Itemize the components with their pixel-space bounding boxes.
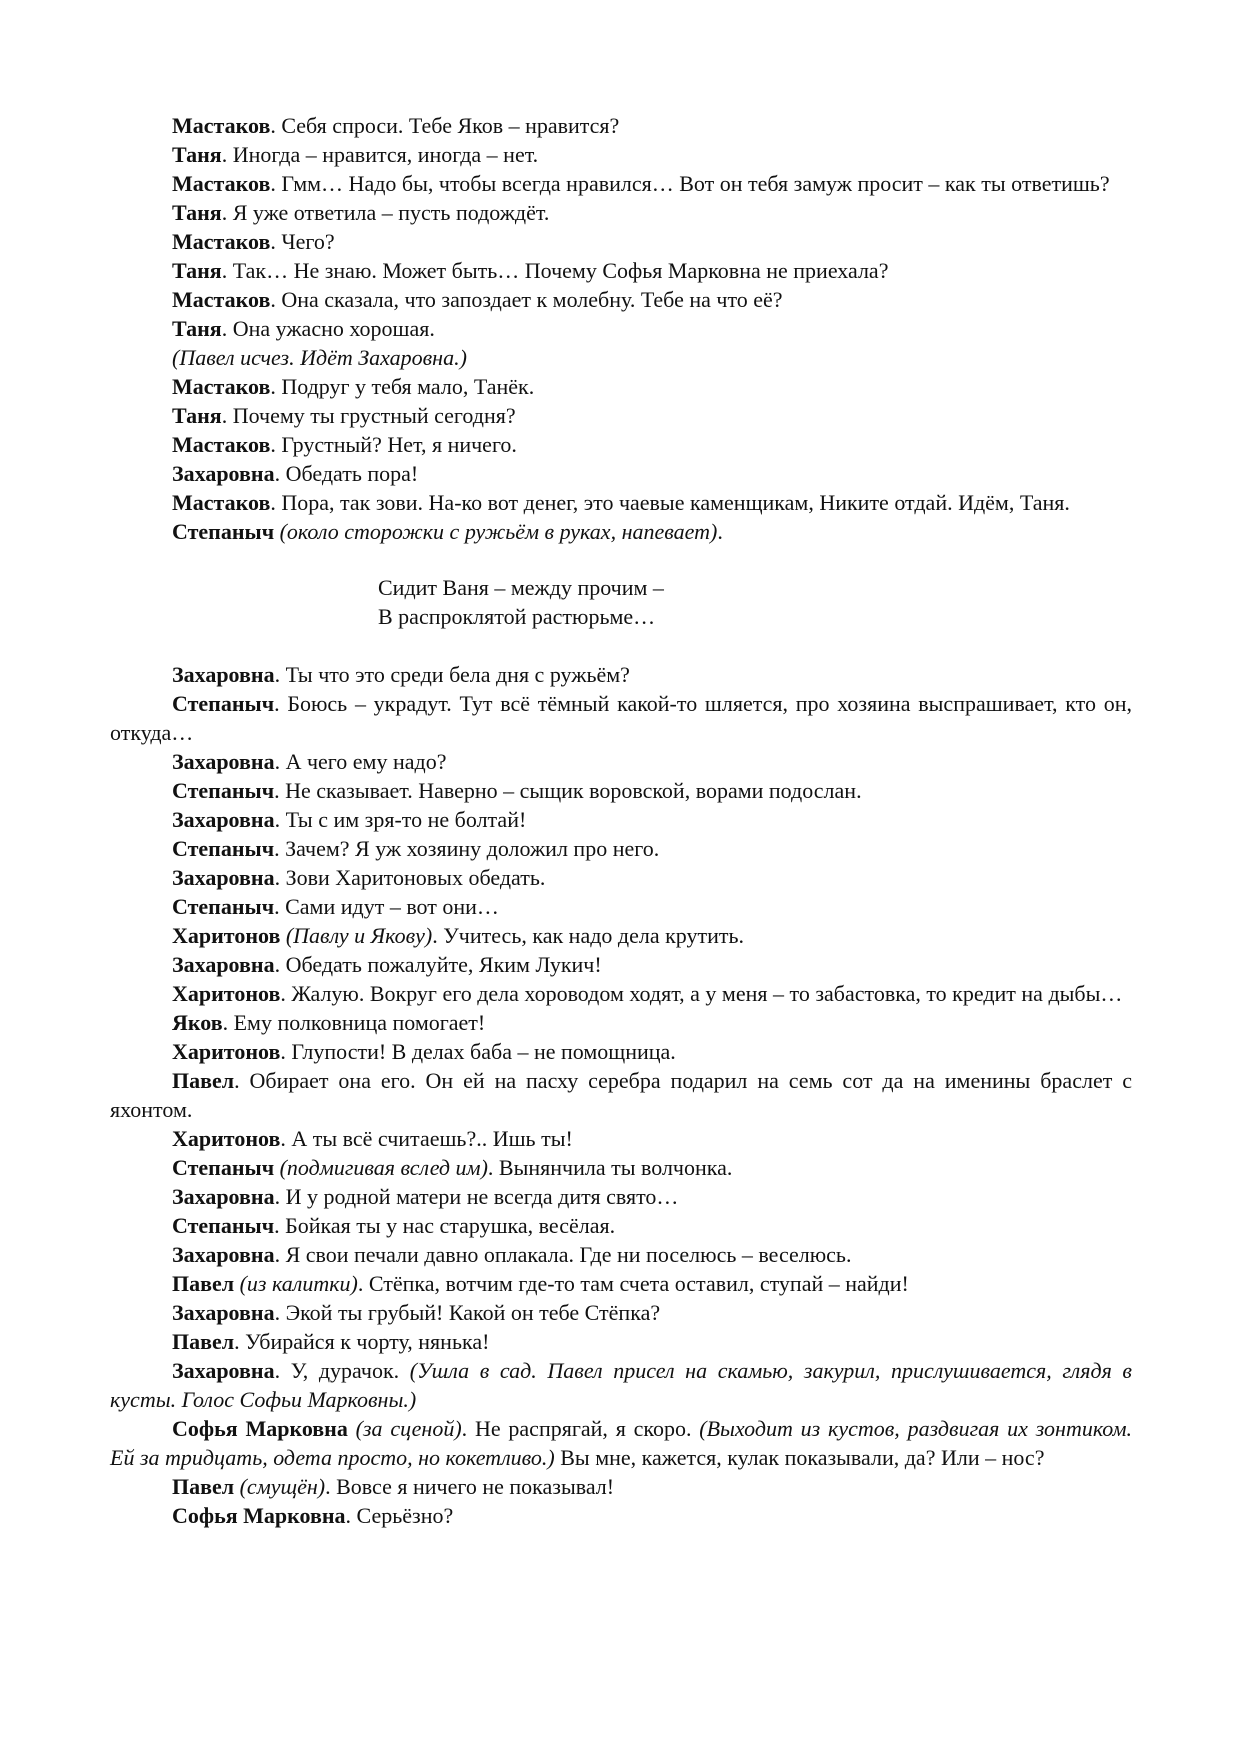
- dialogue-line: [110, 979, 1132, 1008]
- stage-remark: (смущён): [234, 1474, 326, 1499]
- speaker-name: Мастаков: [172, 171, 271, 196]
- dialogue-line: [110, 834, 1132, 863]
- line-text: . Учитесь, как надо дела крутить.: [432, 923, 745, 948]
- line-text: . Обирает она его. Он ей на пасху серебра подарил на семь сот да на именины браслет с яхонтом.: [110, 1068, 1132, 1122]
- dialogue-line: [110, 111, 1132, 140]
- dialogue-line: [110, 1327, 1132, 1356]
- dialogue-line: [110, 1414, 1132, 1472]
- dialogue-line: [110, 1066, 1132, 1124]
- song-verse: [378, 573, 1132, 631]
- speaker-name: Павел: [172, 1068, 235, 1093]
- line-text: . И у родной матери не всегда дитя свято…: [274, 1184, 679, 1209]
- speaker-name: Степаныч: [172, 778, 275, 803]
- line-text: . Экой ты грубый! Какой он тебе Стёпка?: [274, 1300, 661, 1325]
- line-text: Вы мне, кажется, кулак показывали, да? Или – нос?: [554, 1445, 1045, 1470]
- stage-remark: (Павел исчез. Идёт Захаровна.): [172, 345, 467, 370]
- dialogue-line: [110, 169, 1132, 198]
- speaker-name: Харитонов: [172, 1126, 281, 1151]
- line-text: . А ты всё считаешь?.. Ишь ты!: [280, 1126, 573, 1151]
- dialogue-line: [110, 1240, 1132, 1269]
- dialogue-line: [110, 198, 1132, 227]
- speaker-name: Мастаков: [172, 113, 271, 138]
- line-text: . Я свои печали давно оплакала. Где ни поселюсь – веселюсь.: [274, 1242, 852, 1267]
- dialogue-line: [110, 863, 1132, 892]
- stage-remark: (за сценой): [347, 1416, 462, 1441]
- dialogue-line: [110, 140, 1132, 169]
- speaker-name: Таня: [172, 403, 222, 428]
- dialogue-line: [110, 747, 1132, 776]
- speaker-name: Мастаков: [172, 374, 271, 399]
- line-text: . Я уже ответила – пусть подождёт.: [221, 200, 550, 225]
- speaker-name: Степаныч: [172, 1213, 275, 1238]
- speaker-name: Захаровна: [172, 865, 275, 890]
- dialogue-line: [110, 1472, 1132, 1501]
- stage-remark: (Ушла в сад. Павел присел на скамью, закурил, прислушивается, глядя в кусты. Голос Софьи Марковны.): [110, 1358, 1132, 1412]
- speaker-name: Степаныч: [172, 836, 275, 861]
- stage-remark: (Выходит из кустов, раздвигая их зонтиком. Ей за тридцать, одета просто, но кокетливо.): [110, 1416, 1133, 1470]
- line-text: . Не сказывает. Наверно – сыщик воровской, ворами подослан.: [274, 778, 862, 803]
- speaker-name: Захаровна: [172, 1242, 275, 1267]
- line-text: . Убирайся к чорту, нянька!: [234, 1329, 490, 1354]
- speaker-name: Харитонов: [172, 923, 281, 948]
- dialogue-line: [110, 372, 1132, 401]
- line-text: . Чего?: [270, 229, 335, 254]
- speaker-name: Мастаков: [172, 432, 271, 457]
- line-text: . Вовсе я ничего не показывал!: [325, 1474, 615, 1499]
- line-text: . Ты с им зря-то не болтай!: [274, 807, 527, 832]
- speaker-name: Мастаков: [172, 287, 271, 312]
- dialogue-line: [110, 459, 1132, 488]
- speaker-name: Софья Марковна: [172, 1416, 348, 1441]
- line-text: . Сами идут – вот они…: [274, 894, 499, 919]
- dialogue-line: [110, 921, 1132, 950]
- line-text: . Пора, так зови. На-ко вот денег, это чаевые каменщикам, Никите отдай. Идём, Таня.: [270, 490, 1070, 515]
- play-text: [110, 111, 1132, 1530]
- dialogue-line: [110, 1008, 1132, 1037]
- dialogue-line: [110, 256, 1132, 285]
- line-text: . Стёпка, вотчим где-то там счета оставил, ступай – найди!: [357, 1271, 909, 1296]
- dialogue-line: [110, 950, 1132, 979]
- speaker-name: Захаровна: [172, 461, 275, 486]
- dialogue-line: [110, 1298, 1132, 1327]
- dialogue-line: [110, 314, 1132, 343]
- line-text: . Зачем? Я уж хозяину доложил про него.: [274, 836, 660, 861]
- dialogue-line: [110, 430, 1132, 459]
- line-text: . Грустный? Нет, я ничего.: [270, 432, 517, 457]
- speaker-name: Таня: [172, 258, 222, 283]
- speaker-name: Павел: [172, 1474, 235, 1499]
- line-text: . Гмм… Надо бы, чтобы всегда нравился… Вот он тебя замуж просит – как ты ответишь?: [270, 171, 1110, 196]
- dialogue-line: [110, 1153, 1132, 1182]
- speaker-name: Степаныч: [172, 519, 275, 544]
- line-text: . Жалую. Вокруг его дела хороводом ходят, а у меня – то забастовка, то кредит на дыбы…: [280, 981, 1123, 1006]
- dialogue-line: [110, 1269, 1132, 1298]
- stage-remark: (подмигивая вслед им): [274, 1155, 488, 1180]
- dialogue-line: [110, 227, 1132, 256]
- stage-remark: (из калитки): [234, 1271, 358, 1296]
- speaker-name: Степаныч: [172, 1155, 275, 1180]
- speaker-name: Павел: [172, 1329, 235, 1354]
- line-text: . Обедать пора!: [274, 461, 419, 486]
- line-text: . Подруг у тебя мало, Танёк.: [270, 374, 535, 399]
- speaker-name: Таня: [172, 142, 222, 167]
- speaker-name: Степаныч: [172, 691, 275, 716]
- line-text: . Иногда – нравится, иногда – нет.: [221, 142, 539, 167]
- speaker-name: Захаровна: [172, 952, 275, 977]
- dialogue-line: [110, 1356, 1132, 1414]
- line-text: . А чего ему надо?: [274, 749, 447, 774]
- speaker-name: Степаныч: [172, 894, 275, 919]
- line-text: . Себя спроси. Тебе Яков – нравится?: [270, 113, 620, 138]
- line-text: . Так… Не знаю. Может быть… Почему Софья Марковна не приехала?: [221, 258, 889, 283]
- line-text: . Бойкая ты у нас старушка, весёлая.: [274, 1213, 616, 1238]
- speaker-name: Таня: [172, 200, 222, 225]
- speaker-name: Захаровна: [172, 1184, 275, 1209]
- dialogue-line: [110, 1124, 1132, 1153]
- line-text: . Глупости! В делах баба – не помощница.: [280, 1039, 676, 1064]
- speaker-name: Софья Марковна: [172, 1503, 346, 1528]
- line-text: . Не распрягай, я скоро.: [461, 1416, 700, 1441]
- line-text: . Вынянчила ты волчонка.: [487, 1155, 733, 1180]
- line-text: . Почему ты грустный сегодня?: [221, 403, 516, 428]
- speaker-name: Мастаков: [172, 490, 271, 515]
- speaker-name: Захаровна: [172, 662, 275, 687]
- stage-remark: (около сторожки с ружьём в руках, напевает): [274, 519, 718, 544]
- line-text: . Ты что это среди бела дня с ружьём?: [274, 662, 630, 687]
- speaker-name: Захаровна: [172, 807, 275, 832]
- dialogue-line: [110, 1182, 1132, 1211]
- line-text: .: [717, 519, 723, 544]
- song-line: Сидит Ваня – между прочим –: [378, 575, 664, 600]
- song-line: В распроклятой растюрьме…: [378, 604, 656, 629]
- dialogue-line: [110, 517, 1132, 546]
- speaker-name: Харитонов: [172, 981, 281, 1006]
- dialogue-line: [110, 805, 1132, 834]
- dialogue-line: [110, 1211, 1132, 1240]
- speaker-name: Мастаков: [172, 229, 271, 254]
- line-text: . Зови Харитоновых обедать.: [274, 865, 546, 890]
- line-text: . Она ужасно хорошая.: [221, 316, 435, 341]
- speaker-name: Павел: [172, 1271, 235, 1296]
- line-text: . Боюсь – украдут. Тут всё тёмный какой-то шляется, про хозяина выспрашивает, кто он, откуда…: [110, 691, 1132, 745]
- line-text: . Она сказала, что запоздает к молебну. Тебе на что её?: [270, 287, 783, 312]
- dialogue-line: [110, 892, 1132, 921]
- dialogue-line: [110, 776, 1132, 805]
- line-text: . Ему полковница помогает!: [222, 1010, 486, 1035]
- speaker-name: Харитонов: [172, 1039, 281, 1064]
- line-text: . У, дурачок.: [274, 1358, 410, 1383]
- dialogue-line: [110, 689, 1132, 747]
- dialogue-line: [110, 660, 1132, 689]
- line-text: . Серьёзно?: [345, 1503, 454, 1528]
- speaker-name: Захаровна: [172, 749, 275, 774]
- dialogue-line: [110, 1037, 1132, 1066]
- dialogue-line: [110, 401, 1132, 430]
- stage-direction: [110, 343, 1132, 372]
- stage-remark: (Павлу и Якову): [280, 923, 433, 948]
- line-text: . Обедать пожалуйте, Яким Лукич!: [274, 952, 602, 977]
- speaker-name: Захаровна: [172, 1358, 275, 1383]
- dialogue-line: [110, 285, 1132, 314]
- dialogue-line: [110, 488, 1132, 517]
- dialogue-line: [110, 1501, 1132, 1530]
- speaker-name: Таня: [172, 316, 222, 341]
- speaker-name: Захаровна: [172, 1300, 275, 1325]
- speaker-name: Яков: [172, 1010, 223, 1035]
